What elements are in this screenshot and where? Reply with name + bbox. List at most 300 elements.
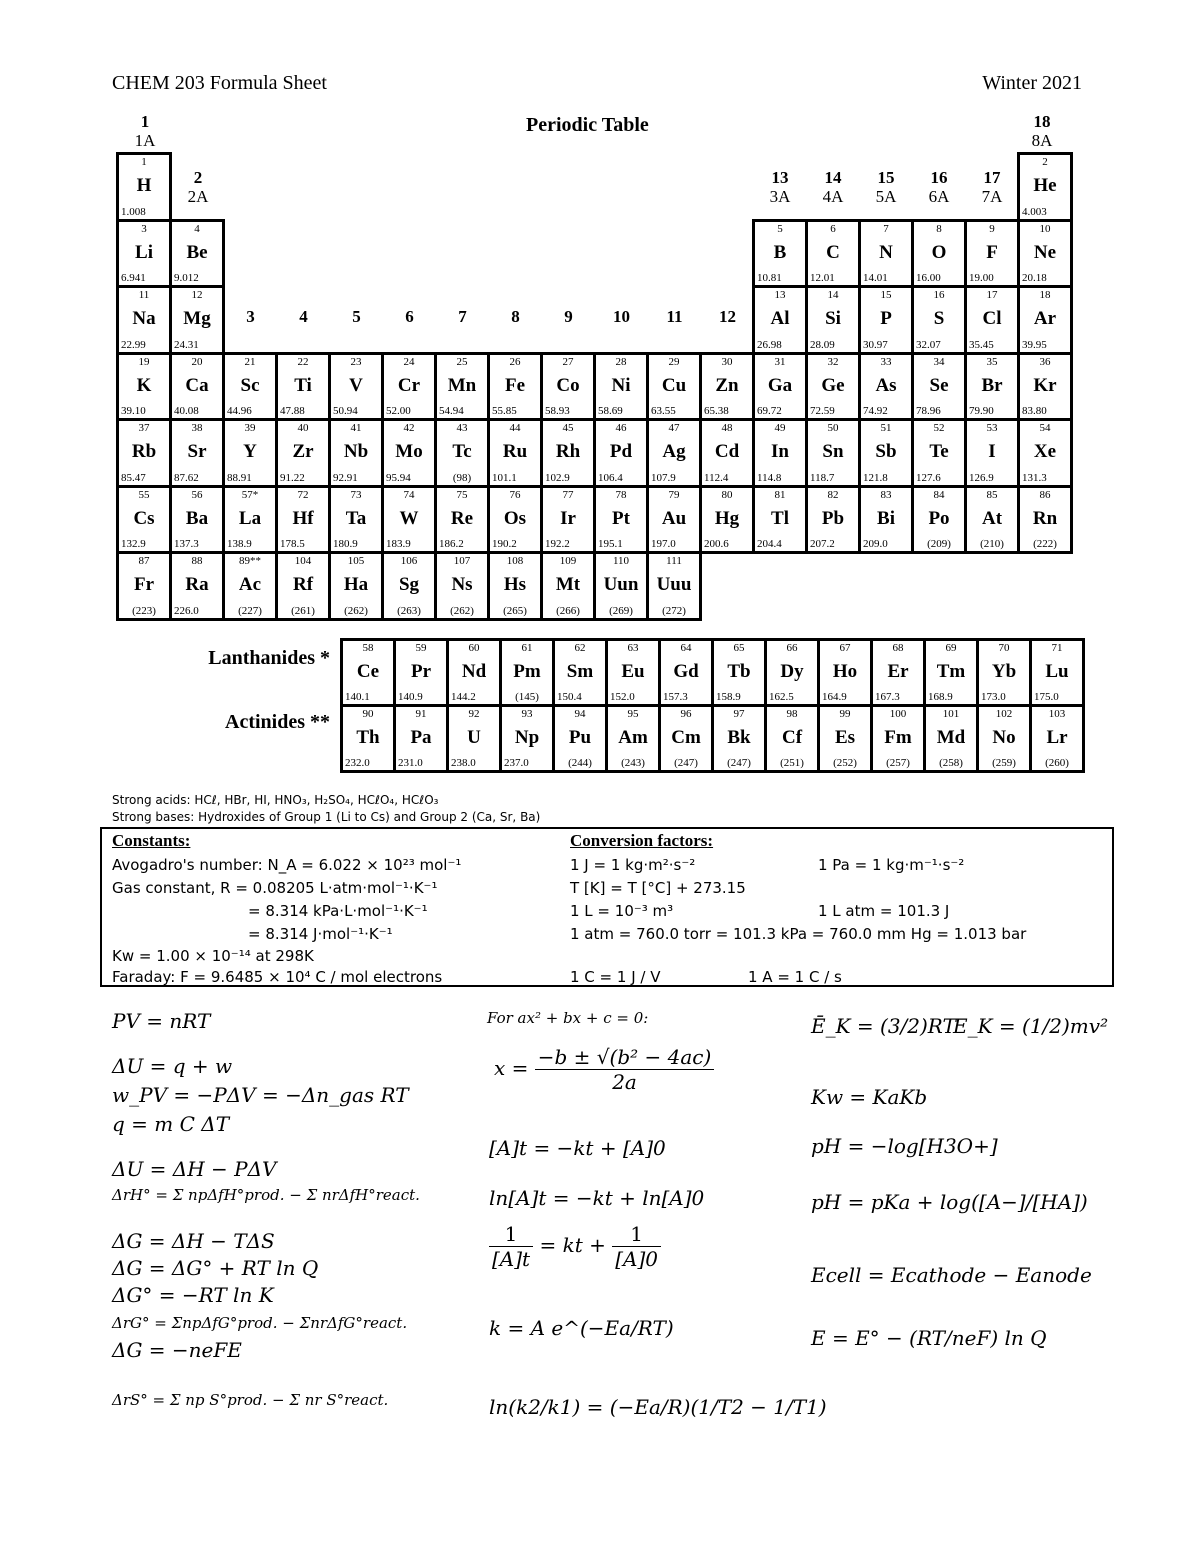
element-symbol: Os <box>503 507 527 529</box>
atomic-mass: 232.0 <box>345 757 370 769</box>
element-symbol: Rf <box>292 574 314 595</box>
group-label-8: 8 <box>511 307 520 326</box>
atomic-mass: 6.941 <box>121 272 146 284</box>
atomic-number: 24 <box>403 355 415 368</box>
element-cell-y <box>222 418 278 488</box>
atomic-mass: 102.9 <box>545 471 570 484</box>
atomic-mass: 91.22 <box>280 471 305 484</box>
strong-acids-note: Strong acids: HCℓ, HBr, HI, HNO₃, H₂SO₄, HCℓO₄, HCℓO₃ <box>112 793 439 807</box>
element-cell-am <box>605 704 661 773</box>
atomic-number: 43 <box>456 422 468 434</box>
element-symbol: Bk <box>727 727 751 748</box>
group-label-6: 6 <box>405 307 414 326</box>
element-cell-n <box>858 219 914 289</box>
zero-order-rate-law: [A]t = −kt + [A]0 <box>489 1136 666 1160</box>
element-symbol: Ir <box>560 507 576 529</box>
atomic-mass: 88.91 <box>227 471 252 484</box>
group-label-15: 15 5A <box>875 168 897 206</box>
atomic-number: 97 <box>733 708 745 720</box>
atomic-mass: 144.2 <box>451 691 476 703</box>
element-cell-mg <box>169 285 225 355</box>
element-cell-tl <box>752 485 808 555</box>
atomic-number: 41 <box>350 422 362 434</box>
element-symbol: Mo <box>395 441 423 462</box>
atomic-mass: 16.00 <box>916 272 941 284</box>
element-symbol: Sc <box>240 374 260 396</box>
atomic-mass: (258) <box>939 757 963 769</box>
atomic-mass: 74.92 <box>863 405 888 417</box>
atomic-mass: 58.69 <box>598 405 623 417</box>
element-symbol: Tc <box>452 441 472 462</box>
atomic-number: 80 <box>721 488 733 501</box>
atomic-number: 14 <box>827 289 839 301</box>
element-symbol: Ne <box>1033 241 1057 263</box>
atomic-number: 104 <box>294 555 312 567</box>
element-cell-ra <box>169 551 225 621</box>
atomic-number: 52 <box>933 422 945 434</box>
element-symbol: Be <box>186 241 208 263</box>
atomic-number: 49 <box>774 422 786 434</box>
element-cell-at <box>964 485 1020 555</box>
atomic-mass: 54.94 <box>439 405 464 417</box>
element-symbol: Al <box>770 308 790 329</box>
element-symbol: Gd <box>673 661 699 682</box>
element-symbol: Re <box>450 507 474 529</box>
faraday-constant: Faraday: F = 9.6485 × 10⁴ C / mol electrons <box>112 968 443 986</box>
atomic-number: 8 <box>936 222 942 235</box>
element-cell-mt <box>540 551 596 621</box>
atomic-mass: 22.99 <box>121 338 146 351</box>
element-symbol: Hf <box>292 507 314 529</box>
atomic-mass: (262) <box>344 604 368 617</box>
element-cell-w <box>381 485 437 555</box>
element-cell-br <box>964 352 1020 422</box>
atomic-mass: (247) <box>727 757 751 769</box>
atomic-number: 64 <box>680 642 692 654</box>
atomic-mass: 69.72 <box>757 405 782 417</box>
element-symbol: Tm <box>936 661 966 682</box>
element-cell-ag <box>646 418 702 488</box>
element-cell-lr <box>1029 704 1085 773</box>
element-cell-zr <box>275 418 331 488</box>
element-symbol: W <box>399 507 419 529</box>
element-cell-cr <box>381 352 437 422</box>
element-cell-md <box>923 704 979 773</box>
group-label-14: 14 4A <box>822 168 844 206</box>
element-symbol: Eu <box>621 661 645 682</box>
atomic-mass: (223) <box>132 604 156 617</box>
atomic-number: 48 <box>721 422 733 434</box>
element-symbol: Ta <box>345 507 367 529</box>
atomic-number: 12 <box>191 289 203 301</box>
atomic-number: 55 <box>138 488 150 501</box>
atomic-mass: 127.6 <box>916 471 941 484</box>
atomic-number: 65 <box>733 642 745 654</box>
conversion-heading: Conversion factors: <box>570 831 714 850</box>
quadratic-numerator: −b ± √(b² − 4ac) <box>535 1045 715 1070</box>
atomic-number: 73 <box>350 488 362 501</box>
atomic-number: 110 <box>612 555 630 567</box>
atomic-mass: (266) <box>556 604 580 617</box>
element-symbol: Cd <box>714 441 740 462</box>
atomic-number: 74 <box>403 488 415 501</box>
atomic-mass: 101.1 <box>492 471 517 484</box>
element-cell-b <box>752 219 808 289</box>
element-symbol: Cr <box>397 374 421 396</box>
element-symbol: Sm <box>566 661 594 682</box>
element-cell-hs <box>487 551 543 621</box>
atm-conversion: 1 atm = 760.0 torr = 101.3 kPa = 760.0 mm Hg = 1.013 bar <box>570 925 1027 943</box>
atomic-number: 69 <box>945 642 957 654</box>
element-symbol: Co <box>556 374 580 396</box>
element-cell-ca <box>169 352 225 422</box>
atomic-number: 62 <box>574 642 586 654</box>
element-cell-dy <box>764 638 820 707</box>
atomic-number: 63 <box>627 642 639 654</box>
element-symbol: Mg <box>183 308 211 329</box>
atomic-mass: 40.08 <box>174 405 199 417</box>
element-cell-i <box>964 418 1020 488</box>
atomic-mass: (272) <box>662 604 686 617</box>
element-cell-ni <box>593 352 649 422</box>
element-symbol: As <box>875 374 897 396</box>
atomic-mass: 209.0 <box>863 538 888 550</box>
atomic-number: 94 <box>574 708 586 720</box>
element-cell-nd <box>446 638 502 707</box>
element-cell-cu <box>646 352 702 422</box>
element-cell-s <box>911 285 967 355</box>
atomic-mass: 173.0 <box>981 691 1006 703</box>
entropy-equation: ΔrS° = Σ np S°prod. − Σ nr S°react. <box>112 1391 389 1409</box>
element-symbol: Kr <box>1033 374 1057 396</box>
group-label-11: 11 <box>666 307 683 326</box>
atomic-number: 100 <box>889 708 907 720</box>
element-symbol: Nd <box>461 661 487 682</box>
element-symbol: Mt <box>555 574 581 595</box>
atomic-number: 86 <box>1039 488 1051 501</box>
element-symbol: Yb <box>991 661 1017 682</box>
element-cell-ta <box>328 485 384 555</box>
atomic-mass: 168.9 <box>928 691 953 703</box>
atomic-mass: 190.2 <box>492 538 517 550</box>
atomic-mass: 83.80 <box>1022 405 1047 417</box>
atomic-mass: (252) <box>833 757 857 769</box>
atomic-number: 105 <box>347 555 365 567</box>
element-symbol: Nb <box>343 441 369 462</box>
atomic-mass: (227) <box>238 604 262 617</box>
atomic-number: 56 <box>191 488 203 501</box>
element-cell-uun <box>593 551 649 621</box>
atomic-number: 44 <box>509 422 521 434</box>
element-cell-mn <box>434 352 490 422</box>
atomic-number: 21 <box>244 355 256 368</box>
atomic-mass: 121.8 <box>863 471 888 484</box>
atomic-mass: 132.9 <box>121 538 146 550</box>
element-symbol: K <box>136 374 152 396</box>
gibbs-q-equation: ΔG = ΔG° + RT ln Q <box>112 1256 319 1280</box>
element-symbol: Pa <box>410 727 432 748</box>
element-symbol: Dy <box>780 661 804 682</box>
second-order-rate-law <box>489 1222 661 1271</box>
element-cell-ti <box>275 352 331 422</box>
atomic-number: 102 <box>995 708 1013 720</box>
atomic-mass: 137.3 <box>174 538 199 550</box>
element-symbol: Cu <box>661 374 687 396</box>
group-label-12: 12 <box>719 307 736 326</box>
element-symbol: U <box>467 727 481 748</box>
group-label-2: 2 2A <box>187 168 209 206</box>
temperature-conversion: T [K] = T [°C] + 273.15 <box>570 879 746 897</box>
element-symbol: Br <box>981 374 1003 396</box>
element-cell-al <box>752 285 808 355</box>
element-symbol: Li <box>135 241 153 263</box>
atomic-number: 84 <box>933 488 945 501</box>
element-cell-nb <box>328 418 384 488</box>
atomic-number: 46 <box>615 422 627 434</box>
element-symbol: V <box>349 374 363 396</box>
kw-constant: Kw = 1.00 × 10⁻¹⁴ at 298K <box>112 947 314 965</box>
atomic-number: 18 <box>1039 289 1051 301</box>
atomic-mass: 114.8 <box>757 471 782 484</box>
group-label-9: 9 <box>564 307 573 326</box>
element-cell-sb <box>858 418 914 488</box>
element-symbol: Sb <box>875 441 897 462</box>
atomic-number: 13 <box>774 289 786 301</box>
element-symbol: Sn <box>822 441 844 462</box>
atomic-number: 25 <box>456 355 468 368</box>
element-cell-fr <box>116 551 172 621</box>
element-symbol: Md <box>936 727 966 748</box>
atomic-mass: 72.59 <box>810 405 835 417</box>
atomic-number: 2 <box>1042 156 1048 168</box>
group-label-3: 3 <box>246 307 255 326</box>
atomic-mass: 231.0 <box>398 757 423 769</box>
gas-constant-3: = 8.314 J·mol⁻¹·K⁻¹ <box>248 925 393 943</box>
gas-constant-2: = 8.314 kPa·L·mol⁻¹·K⁻¹ <box>248 902 428 920</box>
atomic-number: 31 <box>774 355 786 368</box>
atomic-mass: 186.2 <box>439 538 464 550</box>
atomic-mass: 118.7 <box>810 471 835 484</box>
constants-heading: Constants: <box>112 831 191 850</box>
atomic-number: 85 <box>986 488 998 501</box>
atomic-mass: (265) <box>503 604 527 617</box>
element-cell-v <box>328 352 384 422</box>
element-cell-cl <box>964 285 1020 355</box>
lanthanides-label: Lanthanides * <box>208 647 330 669</box>
atomic-number: 51 <box>880 422 892 434</box>
gibbs-equation: ΔG = ΔH − TΔS <box>112 1229 275 1253</box>
atomic-mass: 44.96 <box>227 405 252 417</box>
element-cell-no <box>976 704 1032 773</box>
element-symbol: Fr <box>133 574 155 595</box>
atomic-number: 68 <box>892 642 904 654</box>
element-cell-te <box>911 418 967 488</box>
element-cell-la <box>222 485 278 555</box>
atomic-mass: 87.62 <box>174 471 199 484</box>
element-symbol: Ga <box>767 374 793 396</box>
element-symbol: Au <box>661 507 687 529</box>
atomic-mass: 95.94 <box>386 471 411 484</box>
element-symbol: Pb <box>821 507 845 529</box>
atomic-number: 75 <box>456 488 468 501</box>
atomic-mass: 158.9 <box>716 691 741 703</box>
element-cell-h <box>116 152 172 222</box>
element-symbol: Sg <box>398 574 420 595</box>
element-symbol: Ar <box>1033 308 1057 329</box>
element-cell-pr <box>393 638 449 707</box>
element-symbol: N <box>879 241 893 263</box>
element-cell-ge <box>805 352 861 422</box>
element-symbol: Si <box>825 308 841 329</box>
quadratic-fraction <box>535 1045 715 1094</box>
group-label-7: 7 <box>458 307 467 326</box>
element-cell-np <box>499 704 555 773</box>
element-symbol: Ra <box>185 574 209 595</box>
atomic-mass: 19.00 <box>969 272 994 284</box>
atomic-number: 15 <box>880 289 892 301</box>
element-cell-sg <box>381 551 437 621</box>
sheet-title: CHEM 203 Formula Sheet <box>112 72 327 94</box>
atomic-mass: (247) <box>674 757 698 769</box>
element-symbol: Ge <box>821 374 845 396</box>
atomic-number: 11 <box>138 289 150 301</box>
second-order-lhs-num: 1 <box>489 1222 533 1247</box>
element-symbol: Zn <box>715 374 739 396</box>
atomic-number: 26 <box>509 355 521 368</box>
element-symbol: Cl <box>982 308 1002 329</box>
element-cell-yb <box>976 638 1032 707</box>
quadratic-denominator: 2a <box>612 1070 637 1094</box>
element-cell-tb <box>711 638 767 707</box>
element-symbol: Se <box>929 374 949 396</box>
periodic-table-title: Periodic Table <box>526 114 649 136</box>
actinides-label: Actinides ** <box>225 711 330 733</box>
atomic-number: 27 <box>562 355 574 368</box>
arrhenius-two-point-equation: ln(k2/k1) = (−Ea/R)(1/T2 − 1/T1) <box>489 1395 827 1419</box>
atomic-mass: (269) <box>609 604 633 617</box>
element-cell-ne <box>1017 219 1073 289</box>
atomic-mass: 50.94 <box>333 405 358 417</box>
coulomb-conversion: 1 C = 1 J / V <box>570 968 661 986</box>
element-symbol: At <box>981 507 1003 529</box>
element-symbol: Uun <box>603 574 639 595</box>
atomic-number: 38 <box>191 422 203 434</box>
joule-conversion: 1 J = 1 kg·m²·s⁻² <box>570 856 696 874</box>
element-symbol: Cm <box>671 727 701 748</box>
element-cell-pd <box>593 418 649 488</box>
atomic-mass: 55.85 <box>492 405 517 417</box>
atomic-number: 6 <box>830 222 836 235</box>
atomic-mass: 63.55 <box>651 405 676 417</box>
quadratic-formula <box>494 1045 714 1094</box>
element-symbol: Ni <box>611 374 631 396</box>
element-symbol: Ns <box>451 574 473 595</box>
element-cell-uuu <box>646 551 702 621</box>
element-symbol: Ho <box>832 661 858 682</box>
atomic-number: 99 <box>839 708 851 720</box>
atomic-number: 66 <box>786 642 798 654</box>
atomic-number: 82 <box>827 488 839 501</box>
atomic-mass: (259) <box>992 757 1016 769</box>
atomic-number: 1 <box>141 156 147 168</box>
kinetic-energy: E_K = (1/2)mv² <box>953 1014 1109 1038</box>
element-symbol: O <box>931 241 947 263</box>
atomic-mass: (257) <box>886 757 910 769</box>
element-cell-na <box>116 285 172 355</box>
element-cell-rb <box>116 418 172 488</box>
atomic-number: 36 <box>1039 355 1051 368</box>
atomic-mass: 107.9 <box>651 471 676 484</box>
atomic-mass: 238.0 <box>451 757 476 769</box>
element-symbol: Rb <box>131 441 157 462</box>
element-symbol: Fe <box>504 374 526 396</box>
element-cell-si <box>805 285 861 355</box>
atomic-mass: 195.1 <box>598 538 623 550</box>
atomic-mass: 47.88 <box>280 405 305 417</box>
atomic-mass: 106.4 <box>598 471 623 484</box>
element-cell-c <box>805 219 861 289</box>
atomic-number: 106 <box>400 555 418 567</box>
atomic-number: 40 <box>297 422 309 434</box>
element-cell-eu <box>605 638 661 707</box>
element-cell-cd <box>699 418 755 488</box>
atomic-number: 92 <box>468 708 480 720</box>
atomic-mass: 140.9 <box>398 691 423 703</box>
atomic-number: 60 <box>468 642 480 654</box>
element-symbol: Ha <box>343 574 369 595</box>
term-label: Winter 2021 <box>982 72 1082 94</box>
atomic-number: 45 <box>562 422 574 434</box>
atomic-mass: 30.97 <box>863 338 888 351</box>
element-symbol: F <box>986 241 998 263</box>
atomic-mass: 26.98 <box>757 338 782 351</box>
element-cell-hg <box>699 485 755 555</box>
strong-bases-note: Strong bases: Hydroxides of Group 1 (Li to Cs) and Group 2 (Ca, Sr, Ba) <box>112 810 541 824</box>
atomic-number: 88 <box>191 555 203 567</box>
element-cell-in <box>752 418 808 488</box>
atomic-number: 107 <box>453 555 471 567</box>
element-cell-lu <box>1029 638 1085 707</box>
group-label-16: 16 6A <box>928 168 950 206</box>
group-label-13: 13 3A <box>769 168 791 206</box>
atomic-mass: 204.4 <box>757 538 782 550</box>
element-symbol: Cf <box>781 727 803 748</box>
atomic-number: 109 <box>559 555 577 567</box>
element-cell-tm <box>923 638 979 707</box>
element-cell-po <box>911 485 967 555</box>
atomic-mass: 78.96 <box>916 405 941 417</box>
element-cell-u <box>446 704 502 773</box>
atomic-mass: 167.3 <box>875 691 900 703</box>
atomic-number: 93 <box>521 708 533 720</box>
atomic-mass: 79.90 <box>969 405 994 417</box>
atomic-number: 28 <box>615 355 627 368</box>
element-symbol: Uuu <box>656 574 692 595</box>
element-cell-zn <box>699 352 755 422</box>
element-cell-pb <box>805 485 861 555</box>
element-cell-cf <box>764 704 820 773</box>
atomic-number: 47 <box>668 422 680 434</box>
element-symbol: La <box>238 507 262 529</box>
atomic-number: 22 <box>297 355 309 368</box>
first-law-equation: ΔU = q + w <box>112 1054 233 1078</box>
atomic-mass: (222) <box>1033 538 1057 550</box>
element-cell-mo <box>381 418 437 488</box>
atomic-mass: 162.5 <box>769 691 794 703</box>
group-label-10: 10 <box>613 307 630 326</box>
element-symbol: Mn <box>447 374 477 396</box>
atomic-mass: 12.01 <box>810 272 835 284</box>
